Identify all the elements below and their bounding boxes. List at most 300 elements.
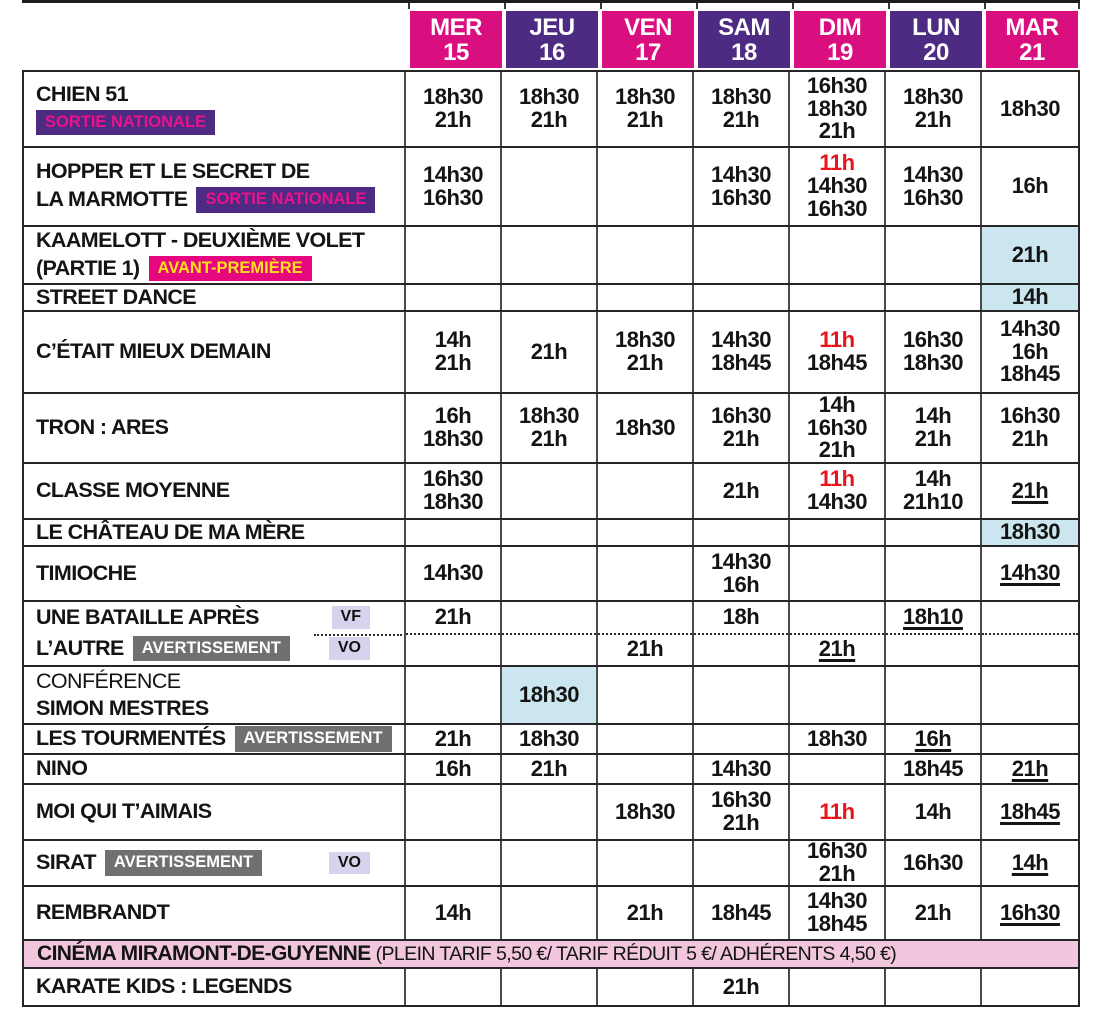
film-title-cell bbox=[24, 312, 406, 392]
showtime: 16h30 bbox=[903, 849, 963, 875]
film-title: STREET DANCE bbox=[36, 285, 197, 309]
showtime-cell bbox=[502, 725, 598, 753]
showtime: 18h30 bbox=[807, 95, 867, 121]
showtime-cell bbox=[694, 285, 790, 310]
showtime: 18h30 bbox=[807, 725, 867, 751]
showtime-cell bbox=[886, 785, 982, 839]
film-row-tron-ares bbox=[24, 394, 1078, 464]
showtime-cell bbox=[886, 725, 982, 753]
showtime: 14h30 bbox=[711, 327, 771, 353]
showtime: 21h bbox=[530, 107, 568, 132]
showtimes bbox=[915, 405, 951, 451]
day-number: 18 bbox=[731, 38, 757, 66]
showtime-cell bbox=[502, 520, 598, 545]
showtime-cell-vf bbox=[886, 602, 980, 635]
film-title: CHIEN 51 bbox=[36, 81, 128, 106]
showtime: 16h30 bbox=[807, 414, 867, 440]
day-number: 21 bbox=[1019, 38, 1045, 66]
film-title: HOPPER ET LE SECRET DE bbox=[36, 159, 310, 184]
showtime: 16h30 bbox=[903, 327, 963, 353]
showtimes bbox=[615, 414, 675, 440]
showtimes bbox=[711, 899, 771, 925]
showtime-cell bbox=[598, 72, 694, 146]
showtime: 14h30 bbox=[423, 161, 483, 187]
showtime-cell bbox=[694, 667, 790, 723]
schedule-header-row bbox=[22, 9, 1080, 70]
film-row-nino bbox=[24, 755, 1078, 785]
showtime-cell bbox=[886, 841, 982, 885]
film-row-le-chateau-de-ma-mere bbox=[24, 520, 1078, 547]
showtime-cell bbox=[790, 520, 886, 545]
day-number: 17 bbox=[635, 38, 661, 66]
showtimes bbox=[903, 329, 963, 375]
stub-cell bbox=[792, 3, 888, 9]
showtime-cell bbox=[598, 725, 694, 753]
showtime-cell bbox=[694, 755, 790, 783]
showtime: 18h30 bbox=[1000, 520, 1060, 545]
showtime: 16h30 bbox=[1000, 899, 1060, 925]
showtime-cell bbox=[982, 520, 1078, 545]
badge-vf: VF bbox=[332, 606, 370, 629]
film-title-cell bbox=[24, 667, 406, 723]
showtime-cell bbox=[598, 755, 694, 783]
showtimes bbox=[1000, 798, 1060, 824]
showtime-cell bbox=[694, 227, 790, 283]
badge-vo: VO bbox=[329, 637, 370, 660]
showtime: 14h30 bbox=[903, 161, 963, 187]
showtime-cell bbox=[406, 602, 502, 665]
film-title-line bbox=[36, 521, 396, 545]
film-title-cell bbox=[24, 602, 406, 665]
showtime-cell bbox=[598, 148, 694, 225]
showtime: 21h bbox=[722, 810, 760, 835]
showtime: 16h30 bbox=[1000, 403, 1060, 429]
schedule-table bbox=[22, 0, 1080, 1007]
showtime: 14h30 bbox=[807, 489, 867, 514]
showtime-cell bbox=[790, 969, 886, 1005]
showtime: 16h30 bbox=[807, 195, 867, 221]
showtime-cell bbox=[598, 520, 694, 545]
showtimes bbox=[434, 755, 472, 781]
showtime: 18h45 bbox=[1000, 798, 1060, 824]
showtimes bbox=[615, 86, 675, 132]
showtime-cell bbox=[790, 725, 886, 753]
showtime-cell bbox=[982, 602, 1078, 665]
film-title-cell bbox=[24, 755, 406, 783]
film-row-hopper-et-le-secret-de-la-marmotte bbox=[24, 148, 1078, 227]
film-title-cell bbox=[24, 464, 406, 518]
film-title-line bbox=[36, 83, 396, 107]
showtime-cell bbox=[406, 969, 502, 1005]
showtime: 16h bbox=[1011, 338, 1049, 364]
showtime: 16h30 bbox=[423, 466, 483, 492]
showtime: 18h30 bbox=[519, 84, 579, 110]
day-header-sam-18 bbox=[698, 11, 790, 68]
day-name: MAR bbox=[1005, 13, 1059, 41]
showtime-cell bbox=[694, 464, 790, 518]
showtime-cell-vf bbox=[502, 602, 596, 635]
showtimes bbox=[711, 755, 771, 781]
showtime-cell bbox=[502, 394, 598, 462]
showtime: 18h30 bbox=[519, 681, 579, 707]
film-title-line bbox=[36, 757, 396, 781]
banner-cinema-name: CINÉMA MIRAMONT-DE-GUYENNE bbox=[37, 942, 371, 965]
showtime-cell bbox=[694, 547, 790, 600]
showtimes bbox=[1000, 95, 1060, 121]
film-title-line bbox=[36, 850, 396, 875]
showtime-cell bbox=[790, 755, 886, 783]
showtime: 16h bbox=[434, 755, 472, 781]
showtime: 21h bbox=[626, 107, 664, 132]
stub-cell bbox=[984, 3, 1080, 9]
showtime-cell bbox=[694, 72, 790, 146]
showtime: 21h bbox=[1011, 755, 1049, 781]
showtime-cell bbox=[790, 72, 886, 146]
showtime-cell bbox=[886, 464, 982, 518]
showtime-cell-vo bbox=[694, 635, 788, 666]
showtime: 11h bbox=[819, 327, 855, 353]
showtime-cell bbox=[694, 969, 790, 1005]
showtime: 16h30 bbox=[711, 403, 771, 429]
showtime: 18h30 bbox=[903, 350, 963, 375]
showtime: 18h10 bbox=[903, 603, 963, 629]
showtimes bbox=[627, 638, 663, 661]
film-title: LES TOURMENTÉS bbox=[36, 726, 226, 751]
showtime: 21h bbox=[434, 725, 472, 751]
showtime-cell bbox=[502, 464, 598, 518]
showtime: 14h bbox=[1011, 285, 1049, 310]
showtime-cell bbox=[694, 312, 790, 392]
day-header-dim-19 bbox=[794, 11, 886, 68]
film-title: REMBRANDT bbox=[36, 900, 170, 925]
showtimes bbox=[423, 468, 483, 514]
showtime: 11h bbox=[819, 798, 855, 824]
showtime-cell bbox=[598, 312, 694, 392]
badge-avertissement: AVERTISSEMENT bbox=[105, 850, 262, 875]
showtimes bbox=[1000, 405, 1060, 451]
showtimes bbox=[519, 86, 579, 132]
showtimes bbox=[807, 152, 867, 221]
showtime: 21h bbox=[818, 636, 856, 662]
film-title: C’ÉTAIT MIEUX DEMAIN bbox=[36, 339, 271, 364]
showtime-cell bbox=[406, 725, 502, 753]
day-number: 20 bbox=[923, 38, 949, 66]
table-top-stub bbox=[22, 0, 1080, 9]
film-title: L’AUTRE bbox=[36, 635, 124, 660]
vf-vo-divider bbox=[314, 634, 402, 636]
film-title: KAAMELOTT - DEUXIÈME VOLET bbox=[36, 227, 365, 252]
showtime-cell bbox=[982, 667, 1078, 723]
showtime: 21h bbox=[434, 350, 472, 375]
film-title: TIMIOCHE bbox=[36, 560, 137, 585]
showtimes bbox=[1000, 521, 1060, 544]
showtime-cell bbox=[598, 227, 694, 283]
showtime-cell bbox=[790, 312, 886, 392]
badge-avant-premiere: AVANT-PREMIÈRE bbox=[149, 256, 312, 281]
showtimes bbox=[903, 603, 963, 629]
showtime-cell-vo bbox=[598, 635, 692, 666]
showtime: 21h bbox=[626, 636, 664, 662]
film-title-cell bbox=[24, 148, 406, 225]
showtime: 14h bbox=[914, 403, 952, 429]
showtime: 16h bbox=[1011, 173, 1049, 199]
stub-cell bbox=[504, 3, 600, 9]
showtime-cell bbox=[406, 148, 502, 225]
showtime: 14h30 bbox=[1000, 560, 1060, 586]
film-row-chien-51 bbox=[24, 72, 1078, 148]
schedule-body bbox=[22, 70, 1080, 1007]
showtime: 21h bbox=[434, 603, 472, 629]
showtime: 21h bbox=[626, 350, 664, 375]
showtime-cell bbox=[502, 227, 598, 283]
day-number: 16 bbox=[539, 38, 565, 66]
showtime-cell bbox=[886, 520, 982, 545]
showtimes bbox=[711, 405, 771, 451]
film-row-moi-qui-taimais bbox=[24, 785, 1078, 841]
film-title: SIMON MESTRES bbox=[36, 695, 209, 720]
showtime: 14h30 bbox=[711, 755, 771, 781]
showtime: 16h30 bbox=[807, 72, 867, 98]
stub-cell bbox=[408, 3, 504, 9]
showtime-cell bbox=[982, 969, 1078, 1005]
showtime: 16h bbox=[914, 725, 952, 751]
day-name: LUN bbox=[912, 13, 960, 41]
showtime-cell bbox=[886, 547, 982, 600]
showtime-cell bbox=[598, 394, 694, 462]
showtime: 18h45 bbox=[711, 899, 771, 925]
film-row-conference-simon-mestres bbox=[24, 667, 1078, 725]
showtime: 21h bbox=[914, 426, 952, 451]
showtimes bbox=[519, 681, 579, 707]
showtime: 21h bbox=[530, 426, 568, 451]
showtime-cell bbox=[790, 227, 886, 283]
film-title: CONFÉRENCE bbox=[36, 668, 181, 693]
film-title-line bbox=[36, 256, 396, 281]
showtime: 18h30 bbox=[1000, 95, 1060, 121]
showtime: 14h30 bbox=[711, 548, 771, 574]
showtime-cell bbox=[790, 602, 886, 665]
showtime-cell bbox=[406, 464, 502, 518]
showtimes bbox=[423, 562, 483, 585]
showtime-cell bbox=[886, 72, 982, 146]
showtime-cell bbox=[790, 148, 886, 225]
showtimes bbox=[722, 973, 760, 999]
showtime-cell bbox=[694, 841, 790, 885]
film-title-line bbox=[36, 479, 396, 503]
showtime: 14h bbox=[818, 394, 856, 417]
showtime: 21h bbox=[722, 973, 760, 999]
tarifs-banner-row bbox=[24, 941, 1078, 969]
film-title: NINO bbox=[36, 756, 88, 781]
showtime: 21h bbox=[914, 107, 952, 132]
film-title-line bbox=[36, 636, 396, 661]
showtime-cell bbox=[886, 148, 982, 225]
badge-sortie-nationale: SORTIE NATIONALE bbox=[36, 110, 215, 135]
showtime: 16h bbox=[722, 571, 760, 597]
film-title-cell bbox=[24, 785, 406, 839]
film-row-timioche bbox=[24, 547, 1078, 602]
day-header-lun-20 bbox=[890, 11, 982, 68]
showtime: 14h30 bbox=[1000, 315, 1060, 341]
showtimes bbox=[615, 329, 675, 375]
showtimes bbox=[914, 725, 952, 751]
showtime: 18h30 bbox=[423, 426, 483, 451]
showtime: 21h bbox=[722, 107, 760, 132]
showtime: 18h45 bbox=[1000, 361, 1060, 387]
showtime-cell bbox=[790, 841, 886, 885]
showtimes bbox=[903, 161, 963, 210]
showtime: 11h bbox=[819, 466, 855, 492]
showtimes bbox=[807, 468, 867, 514]
showtimes bbox=[903, 849, 963, 875]
showtime-cell bbox=[598, 547, 694, 600]
showtimes bbox=[914, 899, 952, 925]
showtime-cell bbox=[502, 841, 598, 885]
showtime-cell bbox=[886, 755, 982, 783]
showtimes bbox=[722, 477, 760, 503]
film-title: KARATE KIDS : LEGENDS bbox=[36, 974, 292, 999]
showtime: 18h30 bbox=[423, 489, 483, 514]
showtime-cell bbox=[502, 547, 598, 600]
showtime-cell-vf bbox=[790, 602, 884, 635]
showtime-cell bbox=[886, 285, 982, 310]
showtime: 14h bbox=[434, 327, 472, 353]
film-title: LA MARMOTTE bbox=[36, 186, 188, 211]
showtime-cell bbox=[982, 227, 1078, 283]
showtime: 16h30 bbox=[903, 184, 963, 210]
day-name: MER bbox=[430, 13, 482, 41]
showtimes bbox=[615, 798, 675, 824]
showtime: 18h30 bbox=[711, 84, 771, 110]
showtime: 21h bbox=[530, 755, 568, 781]
showtimes bbox=[711, 548, 771, 597]
showtime-cell-vf bbox=[982, 602, 1078, 635]
showtimes bbox=[435, 329, 471, 375]
showtime: 14h bbox=[1011, 849, 1049, 875]
showtimes bbox=[807, 329, 867, 375]
film-title-line bbox=[36, 160, 396, 184]
showtime-cell bbox=[598, 785, 694, 839]
showtime: 14h bbox=[914, 798, 952, 824]
day-header-mer-15 bbox=[410, 11, 502, 68]
showtime-cell bbox=[694, 520, 790, 545]
showtime-cell bbox=[982, 285, 1078, 310]
badge-avertissement: AVERTISSEMENT bbox=[235, 726, 392, 751]
showtimes bbox=[819, 638, 855, 661]
showtimes bbox=[434, 603, 472, 629]
film-title: TRON : ARES bbox=[36, 415, 169, 440]
showtime-cell-vf bbox=[406, 602, 500, 635]
showtime-cell bbox=[790, 785, 886, 839]
showtimes bbox=[1012, 286, 1048, 309]
showtimes bbox=[1011, 477, 1049, 503]
film-title-cell bbox=[24, 520, 406, 545]
showtime-cell bbox=[406, 285, 502, 310]
showtime-cell bbox=[598, 285, 694, 310]
showtimes bbox=[914, 798, 952, 824]
showtimes bbox=[807, 841, 867, 885]
showtime: 14h30 bbox=[423, 560, 483, 586]
day-name: VEN bbox=[624, 13, 672, 41]
film-title-line bbox=[36, 562, 396, 586]
film-title-line bbox=[36, 340, 396, 364]
film-row-classe-moyenne bbox=[24, 464, 1078, 520]
showtime-cell bbox=[886, 227, 982, 283]
showtimes bbox=[903, 468, 963, 514]
showtimes bbox=[819, 798, 855, 824]
showtime-cell bbox=[406, 785, 502, 839]
showtime: 16h bbox=[434, 403, 472, 429]
showtime-cell bbox=[886, 312, 982, 392]
showtime-cell bbox=[982, 464, 1078, 518]
stub-cell bbox=[888, 3, 984, 9]
showtimes bbox=[903, 755, 963, 781]
showtime: 16h30 bbox=[711, 787, 771, 813]
showtime-cell bbox=[598, 969, 694, 1005]
stub-cell bbox=[696, 3, 792, 9]
showtime-cell bbox=[502, 285, 598, 310]
showtimes bbox=[1012, 175, 1048, 198]
day-name: JEU bbox=[529, 13, 575, 41]
showtime: 11h bbox=[819, 150, 855, 176]
stub-label-spacer bbox=[22, 3, 408, 9]
showtime-cell bbox=[406, 547, 502, 600]
showtime: 18h30 bbox=[519, 403, 579, 429]
showtime-cell-vo bbox=[982, 635, 1078, 666]
banner-tarifs: (PLEIN TARIF 5,50 €/ TARIF RÉDUIT 5 €/ ADHÉRENTS 4,50 €) bbox=[375, 942, 897, 965]
showtime: 18h45 bbox=[903, 755, 963, 781]
showtime-cell bbox=[502, 785, 598, 839]
showtimes bbox=[423, 405, 483, 451]
film-title: MOI QUI T’AIMAIS bbox=[36, 799, 212, 824]
showtimes bbox=[903, 86, 963, 132]
showtime: 21h bbox=[530, 338, 568, 364]
showtime: 18h30 bbox=[615, 414, 675, 440]
showtime-cell bbox=[982, 725, 1078, 753]
film-title-cell bbox=[24, 227, 406, 283]
showtime-cell bbox=[790, 464, 886, 518]
film-row-les-tourmentes bbox=[24, 725, 1078, 755]
film-title-cell bbox=[24, 887, 406, 939]
showtime: 18h30 bbox=[615, 327, 675, 353]
showtime: 21h bbox=[914, 899, 952, 925]
showtimes bbox=[711, 329, 771, 375]
showtime-cell bbox=[502, 602, 598, 665]
showtimes bbox=[1011, 849, 1049, 875]
badge-sortie-nationale: SORTIE NATIONALE bbox=[196, 187, 375, 212]
showtimes bbox=[1000, 899, 1060, 925]
film-title: (PARTIE 1) bbox=[36, 255, 140, 280]
showtime-cell bbox=[982, 887, 1078, 939]
showtime: 21h10 bbox=[903, 489, 963, 514]
showtime: 18h45 bbox=[711, 350, 771, 375]
film-title-line bbox=[36, 187, 396, 212]
film-title-cell bbox=[24, 285, 406, 310]
showtime-cell bbox=[790, 667, 886, 723]
showtime: 14h30 bbox=[711, 161, 771, 187]
showtimes bbox=[1011, 241, 1049, 267]
showtimes bbox=[626, 899, 664, 925]
day-number: 15 bbox=[443, 38, 469, 66]
showtime: 21h bbox=[434, 107, 472, 132]
film-title: UNE BATAILLE APRÈS bbox=[36, 604, 259, 629]
showtime-cell bbox=[790, 394, 886, 462]
showtime: 14h30 bbox=[807, 888, 867, 914]
showtime: 21h bbox=[1011, 477, 1049, 503]
showtime-cell-vo bbox=[502, 635, 596, 666]
showtime-cell bbox=[406, 312, 502, 392]
showtimes bbox=[1000, 315, 1060, 387]
